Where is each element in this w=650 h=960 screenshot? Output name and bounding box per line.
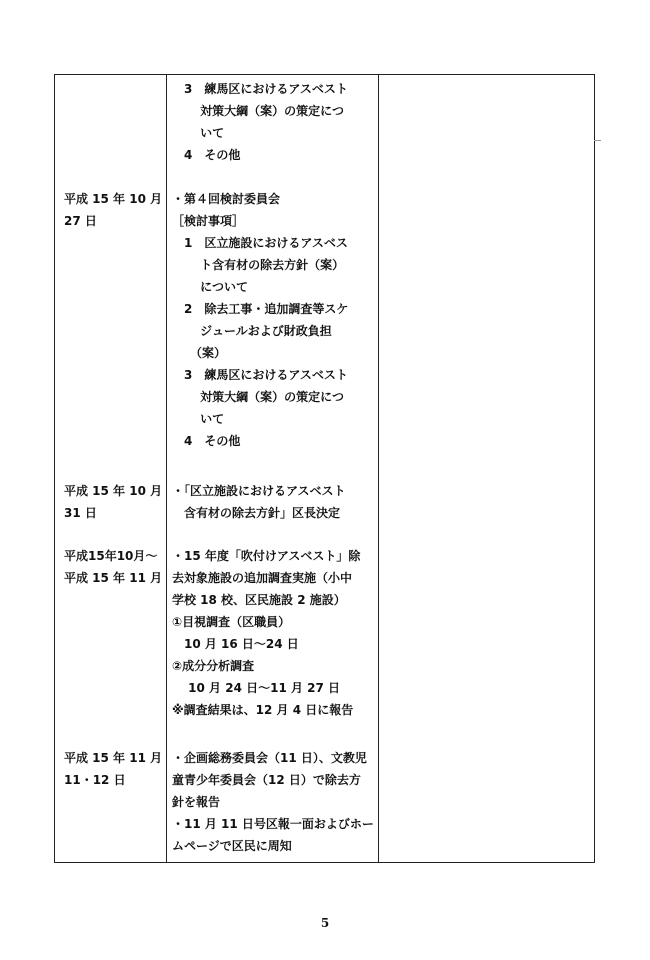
date-line: 平成 15 年 11 月	[64, 751, 163, 765]
row-5-date	[64, 747, 168, 791]
date-line: 27 日	[64, 214, 97, 228]
content-line: いて	[172, 126, 225, 140]
content-line: ・企画総務委員会（11 日）、文教児	[172, 751, 367, 765]
content-line: 対策大綱（案）の策定につ	[172, 104, 344, 118]
content-line: ト含有材の除去方針（案）	[172, 258, 345, 272]
content-line: 去対象施設の追加調査実施（小中	[172, 571, 353, 585]
content-line: 針を報告	[172, 795, 221, 809]
content-line: 3 練馬区におけるアスベスト	[172, 82, 348, 96]
row-4-content	[172, 545, 382, 721]
margin-mark	[594, 140, 601, 141]
content-line: 3 練馬区におけるアスベスト	[172, 368, 348, 382]
content-line: ・第４回検討委員会	[172, 192, 281, 206]
content-line: 含有材の除去方針」区長決定	[172, 506, 341, 520]
content-line: 2 除去工事・追加調査等スケ	[172, 302, 349, 316]
date-line: 平成 15 年 11 月	[64, 571, 163, 585]
page-number: 5	[320, 916, 330, 930]
row-5-content	[172, 747, 382, 857]
content-line: 学校 18 校、区民施設 2 施設）	[172, 593, 346, 607]
row-4-date	[64, 545, 168, 589]
content-line: 対策大綱（案）の策定につ	[172, 390, 344, 404]
content-line: 4 その他	[172, 434, 241, 448]
content-line: ※調査結果は、12 月 4 日に報告	[172, 703, 354, 717]
row-3-content	[172, 480, 382, 524]
date-line: 31 日	[64, 506, 97, 520]
row-3-date	[64, 480, 168, 524]
content-line: 10 月 16 日～24 日	[172, 637, 299, 651]
date-line: 平成 15 年 10 月	[64, 192, 163, 206]
content-line: （案）	[172, 346, 227, 360]
date-line: 平成 15 年 10 月	[64, 484, 163, 498]
content-line: 10 月 24 日～11 月 27 日	[172, 681, 341, 695]
content-line: について	[172, 280, 248, 294]
row-2-date	[64, 188, 168, 232]
content-line: ・「区立施設におけるアスベスト	[172, 484, 346, 498]
content-line: 童青少年委員会（12 日）で除去方	[172, 773, 361, 787]
content-line: ②成分分析調査	[172, 659, 255, 673]
content-line: ①目視調査（区職員）	[172, 615, 291, 629]
content-line: いて	[172, 412, 225, 426]
date-line: 平成15年10月～	[64, 549, 158, 563]
content-line: 4 その他	[172, 148, 241, 162]
row-2-content	[172, 188, 382, 452]
content-line: ムページで区民に周知	[172, 839, 292, 853]
content-line: 1 区立施設におけるアスベス	[172, 236, 348, 250]
content-line: ［検討事項］	[172, 214, 245, 228]
content-line: ・15 年度「吹付けアスベスト」除	[172, 549, 361, 563]
content-line: ・11 月 11 日号区報一面およびホー	[172, 817, 374, 831]
row-1-content	[172, 78, 382, 166]
date-line: 11・12 日	[64, 773, 126, 787]
content-line: ジュールおよび財政負担	[172, 324, 332, 338]
